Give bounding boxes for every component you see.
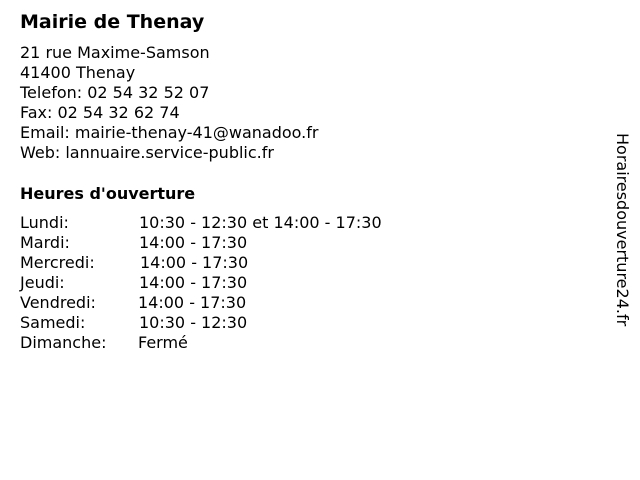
time-value: 14:00 - 17:30 (138, 293, 247, 312)
time-value: 14:00 - 17:30 (140, 253, 249, 272)
time-value: 10:30 - 12:30 et 14:00 - 17:30 (139, 213, 382, 232)
address-block (20, 43, 318, 163)
day-label: Vendredi: (20, 293, 96, 312)
city-address: 41400 Thenay (20, 63, 136, 82)
time-value: 10:30 - 12:30 (139, 313, 248, 332)
street-address: 21 rue Maxime-Samson (20, 43, 210, 62)
time-value: 14:00 - 17:30 (139, 233, 248, 252)
hours-row-mercredi (20, 253, 450, 273)
day-label: Dimanche: (20, 333, 107, 352)
website: Web: lannuaire.service-public.fr (20, 143, 274, 162)
opening-hours-table (20, 213, 450, 353)
phone-number: Telefon: 02 54 32 52 07 (20, 83, 210, 102)
time-value: Fermé (138, 333, 188, 352)
hours-row-mardi (20, 233, 450, 253)
hours-row-jeudi (20, 273, 450, 293)
email-address: Email: mairie-thenay-41@wanadoo.fr (20, 123, 319, 142)
day-label: Mercredi: (20, 253, 95, 272)
day-label: Lundi: (20, 213, 69, 232)
day-label: Jeudi: (20, 273, 65, 292)
fax-number: Fax: 02 54 32 62 74 (20, 103, 180, 122)
day-label: Mardi: (20, 233, 70, 252)
day-label: Samedi: (20, 313, 86, 332)
time-value: 14:00 - 17:30 (139, 273, 248, 292)
hours-row-dimanche (20, 333, 450, 353)
site-credit: Horairesdouverture24.fr (613, 133, 632, 327)
hours-row-samedi (20, 313, 450, 333)
hours-row-vendredi (20, 293, 450, 313)
hours-heading: Heures d'ouverture (20, 184, 196, 203)
page-title: Mairie de Thenay (20, 11, 205, 33)
hours-row-lundi (20, 213, 450, 233)
